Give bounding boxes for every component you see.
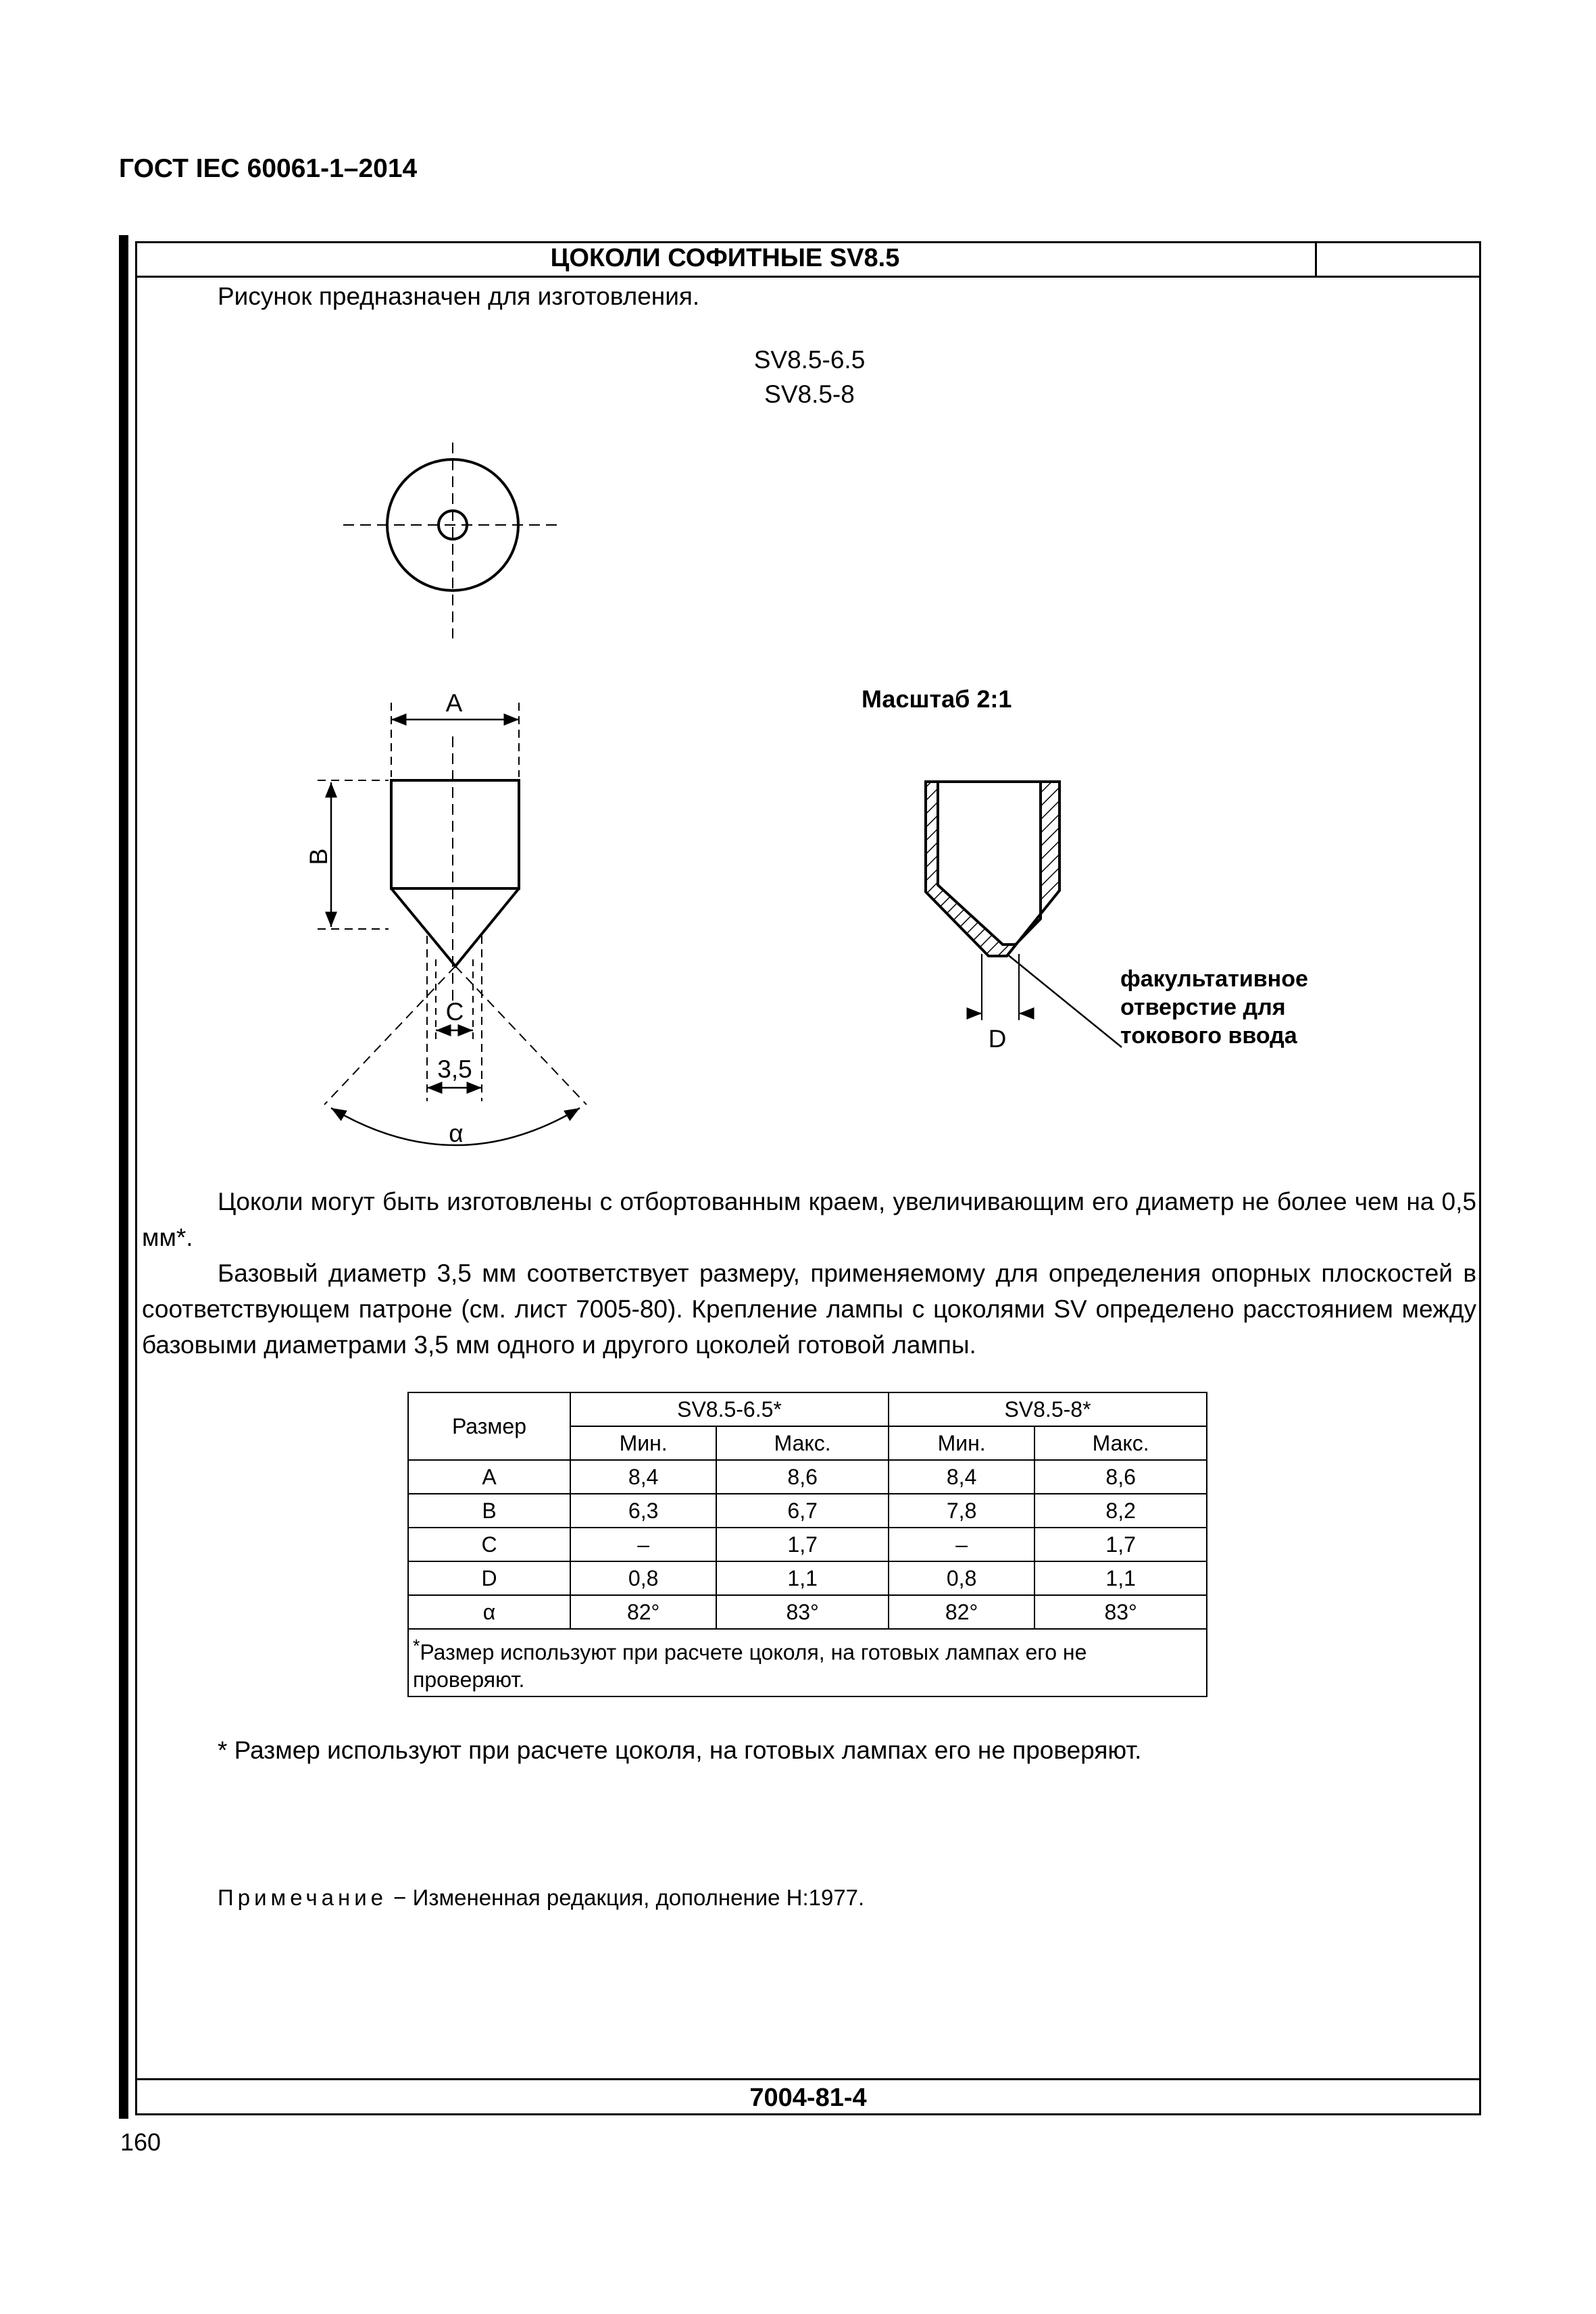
dimensions-table <box>407 1392 1207 1697</box>
table-cell: 0,8 <box>570 1561 716 1595</box>
table-row <box>408 1561 1207 1595</box>
table-footnote <box>408 1629 1207 1696</box>
scale-label: Масштаб 2:1 <box>862 685 1012 713</box>
page-number: 160 <box>120 2128 161 2156</box>
size-header: Размер <box>408 1392 570 1460</box>
row-label: C <box>408 1528 570 1561</box>
row-label: α <box>408 1595 570 1629</box>
row-label: B <box>408 1494 570 1528</box>
variant-label-2: SV8.5-8 <box>764 380 855 408</box>
table-cell: 8,2 <box>1034 1494 1207 1528</box>
note-label: Примечание <box>218 1885 388 1910</box>
table-row <box>408 1595 1207 1629</box>
label-d: D <box>988 1025 1007 1053</box>
table-header-row <box>408 1392 1207 1426</box>
note-text: Измененная редакция, дополнение H:1977. <box>412 1885 865 1910</box>
label-ref-diameter: 3,5 <box>437 1055 472 1083</box>
technical-drawing <box>135 378 1481 1176</box>
table-cell: 6,7 <box>716 1494 889 1528</box>
table-cell: 1,7 <box>716 1528 889 1561</box>
top-view <box>343 443 561 638</box>
footnote: * Размер используют при расчете цоколя, на готовых лампах его не проверяют. <box>218 1736 1142 1764</box>
variant-label-1: SV8.5-6.5 <box>753 346 866 374</box>
drawing-labels <box>305 685 1308 1147</box>
table-cell: 8,4 <box>570 1460 716 1494</box>
group-header-2: SV8.5-8* <box>889 1392 1207 1426</box>
footnote-mark: * <box>413 1636 420 1656</box>
table-cell: 0,8 <box>889 1561 1034 1595</box>
label-c: C <box>445 998 464 1026</box>
table-cell: 6,3 <box>570 1494 716 1528</box>
callout-line-1: факультативное <box>1120 966 1308 992</box>
table-footnote-text: Размер используют при расчете цоколя, на готовых лампах его не проверяют. <box>413 1640 1087 1692</box>
table-cell: – <box>889 1528 1034 1561</box>
label-alpha: α <box>449 1120 464 1147</box>
row-label: A <box>408 1460 570 1494</box>
table-row <box>408 1528 1207 1561</box>
table-cell: 83° <box>1034 1595 1207 1629</box>
callout-line-2: отверстие для <box>1120 995 1286 1020</box>
paragraph-1: Цоколи могут быть изготовлены с отбортованным краем, увеличивающим его диаметр не более чем на 0,5 мм*. <box>142 1188 1476 1251</box>
change-bar <box>119 235 128 2119</box>
body-paragraphs <box>142 1184 1476 1363</box>
sheet-number-row <box>135 2078 1481 2115</box>
table-cell: 1,1 <box>1034 1561 1207 1595</box>
note-dash: − <box>387 1885 413 1910</box>
subheader-min-1: Мин. <box>570 1426 716 1460</box>
subheader-max-2: Макс. <box>1034 1426 1207 1460</box>
table-cell: 8,4 <box>889 1460 1034 1494</box>
table-row <box>408 1494 1207 1528</box>
label-a: A <box>445 689 463 717</box>
subheader-max-1: Макс. <box>716 1426 889 1460</box>
callout-line-3: токового ввода <box>1120 1023 1297 1049</box>
table-cell: 8,6 <box>1034 1460 1207 1494</box>
table-row <box>408 1460 1207 1494</box>
table-cell: 1,1 <box>716 1561 889 1595</box>
table-cell: 82° <box>889 1595 1034 1629</box>
row-label: D <box>408 1561 570 1595</box>
table-footnote-row <box>408 1629 1207 1696</box>
sheet-title: ЦОКОЛИ СОФИТНЫЕ SV8.5 <box>135 241 1317 276</box>
group-header-1: SV8.5-6.5* <box>570 1392 889 1426</box>
sheet-number: 7004-81-4 <box>749 2084 867 2112</box>
section-view <box>926 782 1122 1047</box>
table-cell: 83° <box>716 1595 889 1629</box>
table-cell: 7,8 <box>889 1494 1034 1528</box>
label-b: B <box>305 848 332 865</box>
table-cell: 82° <box>570 1595 716 1629</box>
document-header: ГОСТ IEC 60061-1–2014 <box>119 154 418 183</box>
table-cell: 1,7 <box>1034 1528 1207 1561</box>
intro-text: Рисунок предназначен для изготовления. <box>218 282 700 310</box>
subheader-min-2: Мин. <box>889 1426 1034 1460</box>
note <box>218 1885 864 1911</box>
sheet-title-row <box>135 241 1481 278</box>
table-cell: 8,6 <box>716 1460 889 1494</box>
paragraph-2: Базовый диаметр 3,5 мм соответствует размеру, применяемому для определения опорных плоскостей в соответствующем патроне (см. лист 7005-80). Крепление лампы с цоколями SV определено расстоянием между базовыми диаметрами 3,5 мм одного и другого цоколей готовой лампы. <box>142 1259 1476 1359</box>
table-cell: – <box>570 1528 716 1561</box>
